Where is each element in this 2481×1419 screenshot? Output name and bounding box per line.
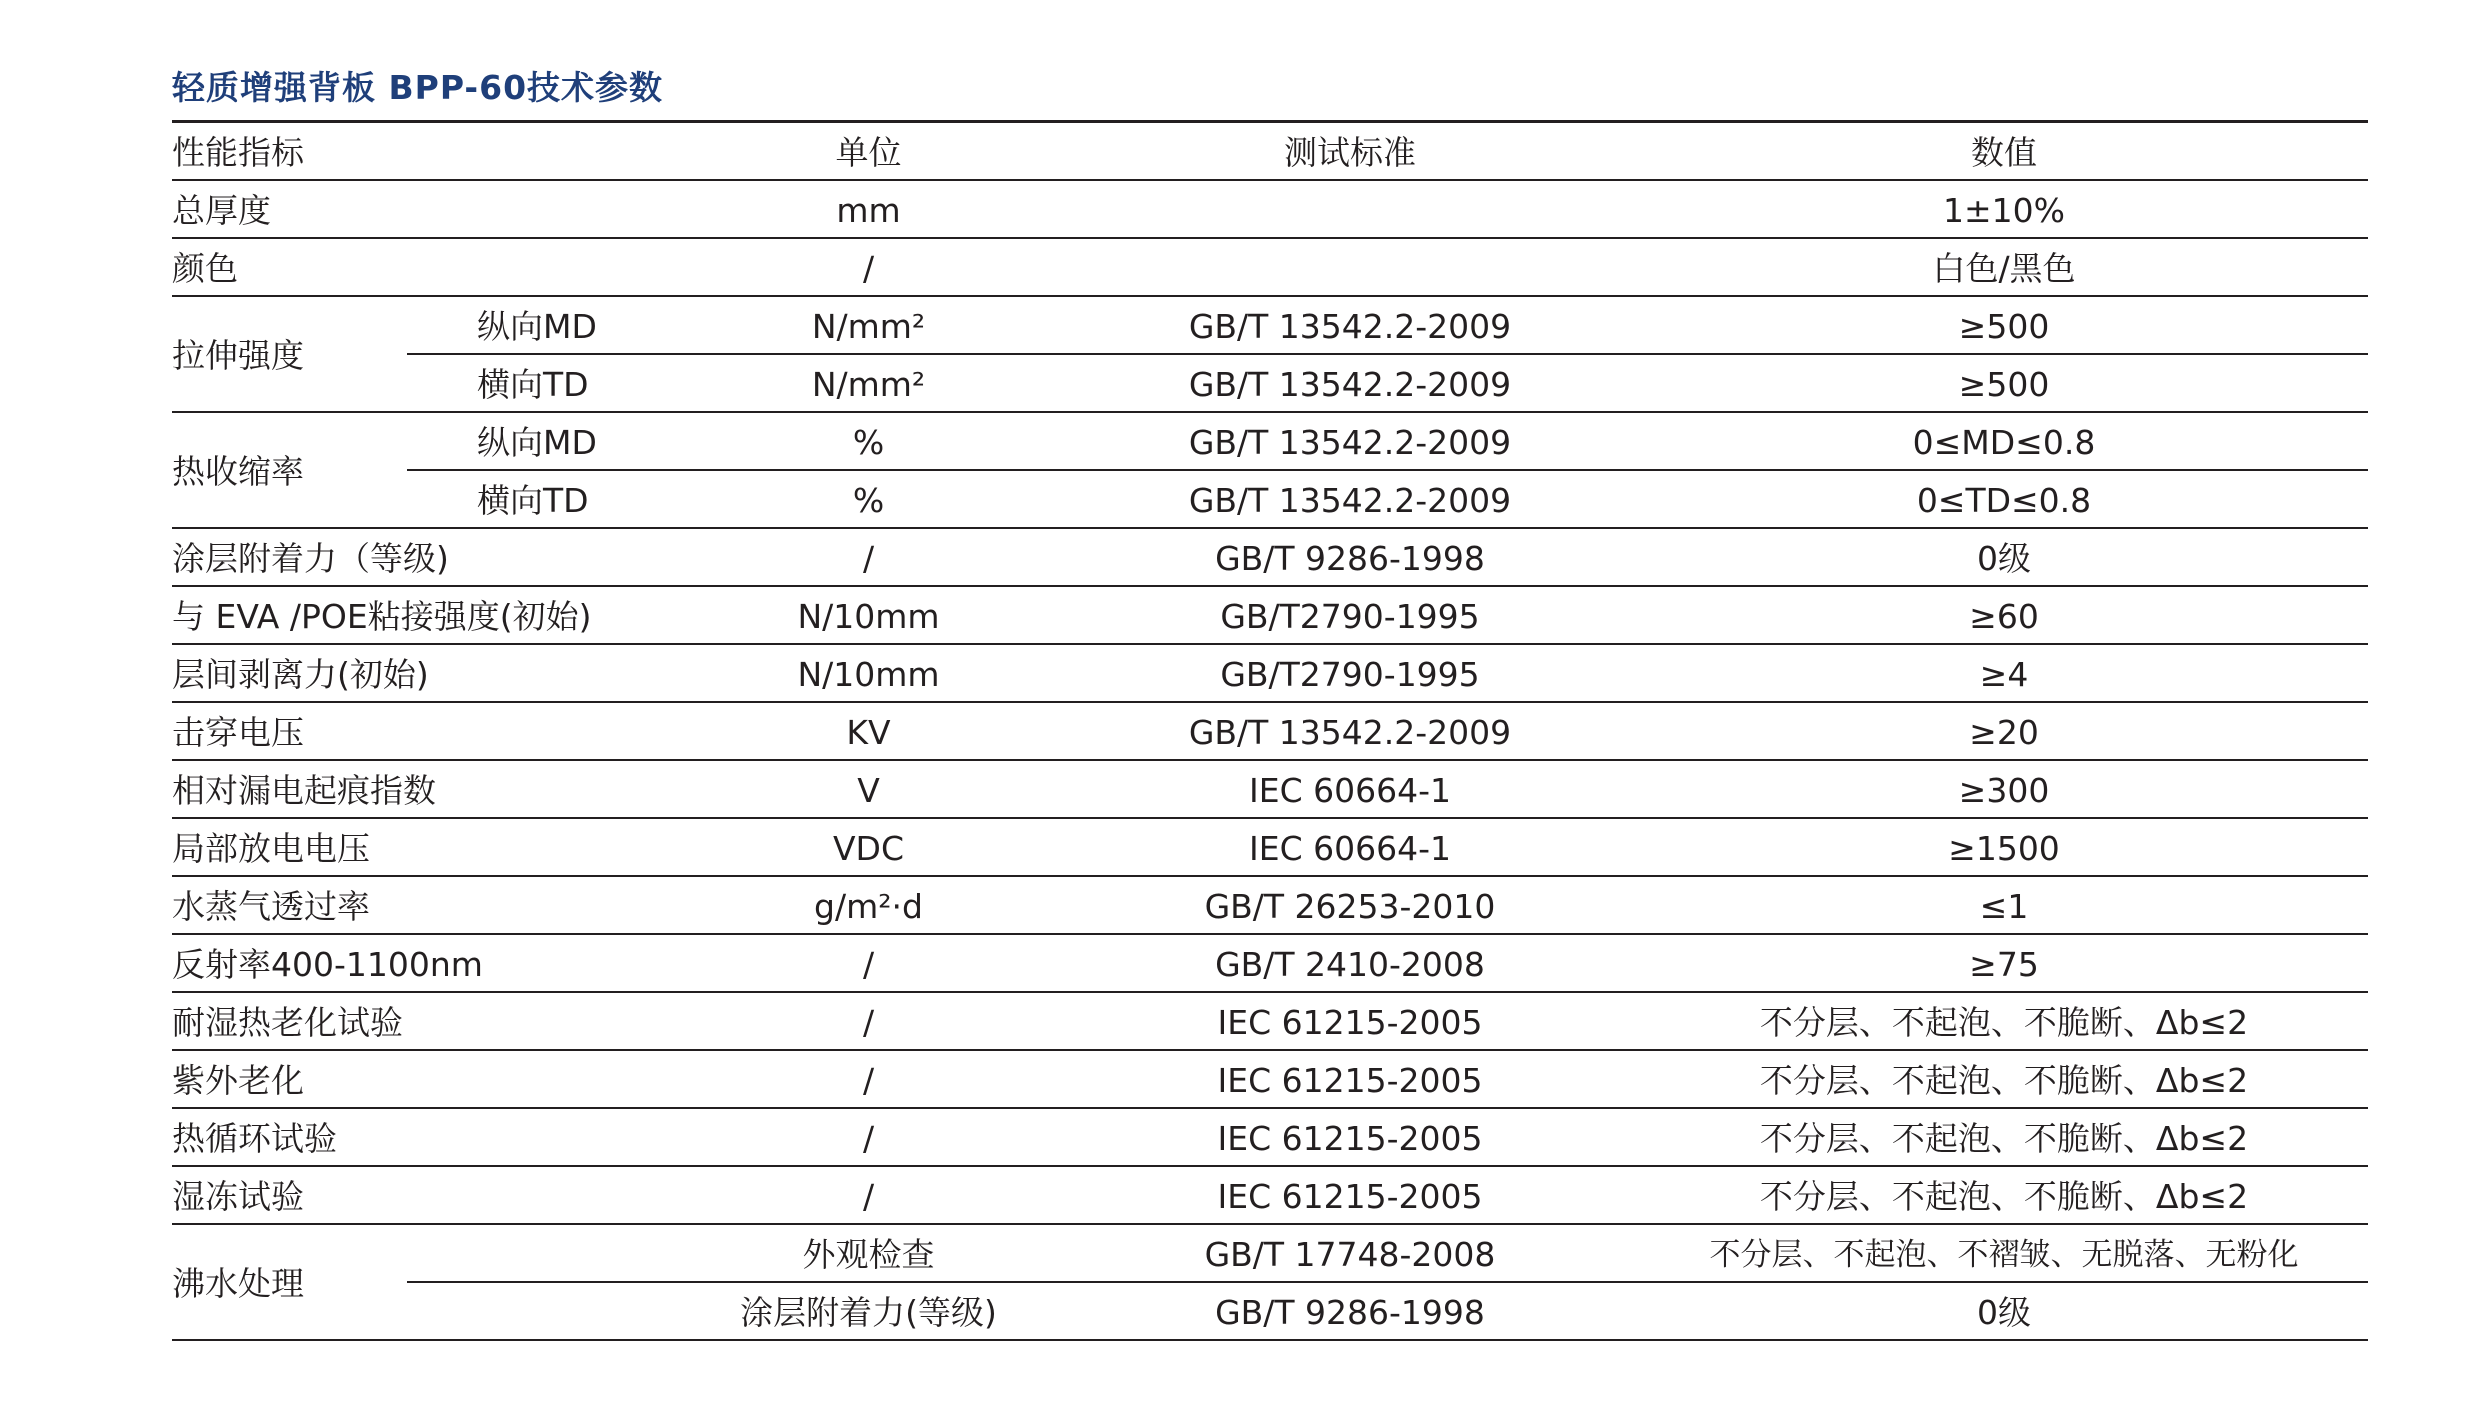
row-unit: / [677,992,1060,1050]
row-standard: GB/T 9286-1998 [1060,1282,1640,1340]
row-value: ≤1 [1640,876,2368,934]
row-value: 白色/黑色 [1640,238,2368,296]
row-standard: GB/T 13542.2-2009 [1060,412,1640,470]
table-row [172,644,2368,702]
table-row [172,934,2368,992]
row-standard [1060,238,1640,296]
row-standard: GB/T 13542.2-2009 [1060,702,1640,760]
row-name: 热循环试验 [172,1108,677,1166]
row-unit: g/m²·d [677,876,1060,934]
row-unit: / [677,528,1060,586]
row-name: 与 EVA /POE粘接强度(初始) [172,586,677,644]
row-standard [1060,180,1640,238]
row-value: 不分层、不起泡、不褶皱、无脱落、无粉化 [1640,1224,2368,1282]
row-unit: V [677,760,1060,818]
row-name: 湿冻试验 [172,1166,677,1224]
row-standard: IEC 61215-2005 [1060,1166,1640,1224]
table-row [172,412,2368,470]
row-name: 耐湿热老化试验 [172,992,677,1050]
row-unit: % [677,412,1060,470]
row-standard: IEC 61215-2005 [1060,1108,1640,1166]
row-value: ≥75 [1640,934,2368,992]
table-row [172,238,2368,296]
row-group-name: 沸水处理 [172,1224,407,1340]
row-name: 相对漏电起痕指数 [172,760,677,818]
table-header-row [172,123,2368,180]
table-row [172,470,2368,528]
header-value: 数值 [1640,123,2368,180]
header-standard: 测试标准 [1060,123,1640,180]
row-group-name: 拉伸强度 [172,296,407,412]
row-value: 0≤MD≤0.8 [1640,412,2368,470]
header-name: 性能指标 [172,123,677,180]
row-value: 不分层、不起泡、不脆断、Δb≤2 [1640,992,2368,1050]
row-name: 反射率400-1100nm [172,934,677,992]
spec-table [172,123,2368,1341]
row-sub-spacer [407,1282,677,1340]
table-row [172,354,2368,412]
row-unit: N/10mm [677,644,1060,702]
row-value: 不分层、不起泡、不脆断、Δb≤2 [1640,1050,2368,1108]
row-name: 涂层附着力（等级) [172,528,677,586]
row-value: ≥300 [1640,760,2368,818]
row-unit: 涂层附着力(等级) [677,1282,1060,1340]
table-row [172,296,2368,354]
row-unit: / [677,1050,1060,1108]
row-name: 紫外老化 [172,1050,677,1108]
table-row [172,528,2368,586]
row-sub-name: 纵向MD [407,296,677,354]
table-row [172,760,2368,818]
table-row [172,992,2368,1050]
row-standard: GB/T 13542.2-2009 [1060,470,1640,528]
row-value: ≥60 [1640,586,2368,644]
row-unit: 外观检查 [677,1224,1060,1282]
row-standard: GB/T 9286-1998 [1060,528,1640,586]
row-name: 总厚度 [172,180,677,238]
row-sub-spacer [407,1224,677,1282]
row-value: 1±10% [1640,180,2368,238]
row-standard: IEC 61215-2005 [1060,1050,1640,1108]
row-sub-name: 纵向MD [407,412,677,470]
table-row [172,876,2368,934]
row-unit: % [677,470,1060,528]
row-unit: / [677,1108,1060,1166]
row-value: 不分层、不起泡、不脆断、Δb≤2 [1640,1108,2368,1166]
table-row [172,1224,2368,1282]
table-row [172,702,2368,760]
row-value: 0级 [1640,528,2368,586]
row-unit: N/mm² [677,354,1060,412]
row-name: 颜色 [172,238,677,296]
row-name: 水蒸气透过率 [172,876,677,934]
row-value: ≥4 [1640,644,2368,702]
row-standard: IEC 60664-1 [1060,818,1640,876]
row-group-name: 热收缩率 [172,412,407,528]
row-standard: GB/T 2410-2008 [1060,934,1640,992]
table-row [172,1166,2368,1224]
row-standard: GB/T 26253-2010 [1060,876,1640,934]
row-value: ≥1500 [1640,818,2368,876]
row-standard: GB/T 13542.2-2009 [1060,296,1640,354]
row-value: ≥500 [1640,296,2368,354]
row-unit: / [677,1166,1060,1224]
row-standard: IEC 61215-2005 [1060,992,1640,1050]
row-unit: mm [677,180,1060,238]
row-sub-name: 横向TD [407,470,677,528]
row-unit: N/10mm [677,586,1060,644]
row-unit: VDC [677,818,1060,876]
row-unit: N/mm² [677,296,1060,354]
table-row [172,180,2368,238]
row-value: ≥20 [1640,702,2368,760]
row-standard: GB/T2790-1995 [1060,586,1640,644]
row-standard: GB/T2790-1995 [1060,644,1640,702]
row-name: 击穿电压 [172,702,677,760]
table-row [172,1050,2368,1108]
table-row [172,586,2368,644]
header-unit: 单位 [677,123,1060,180]
row-standard: IEC 60664-1 [1060,760,1640,818]
row-unit: / [677,238,1060,296]
row-value: 0≤TD≤0.8 [1640,470,2368,528]
row-unit: / [677,934,1060,992]
row-standard: GB/T 17748-2008 [1060,1224,1640,1282]
row-name: 层间剥离力(初始) [172,644,677,702]
row-value: 不分层、不起泡、不脆断、Δb≤2 [1640,1166,2368,1224]
row-name: 局部放电电压 [172,818,677,876]
table-row [172,1108,2368,1166]
row-sub-name: 横向TD [407,354,677,412]
row-value: ≥500 [1640,354,2368,412]
table-row [172,1282,2368,1340]
row-unit: KV [677,702,1060,760]
page-title: 轻质增强背板 BPP-60技术参数 [172,68,664,107]
row-value: 0级 [1640,1282,2368,1340]
row-standard: GB/T 13542.2-2009 [1060,354,1640,412]
table-row [172,818,2368,876]
